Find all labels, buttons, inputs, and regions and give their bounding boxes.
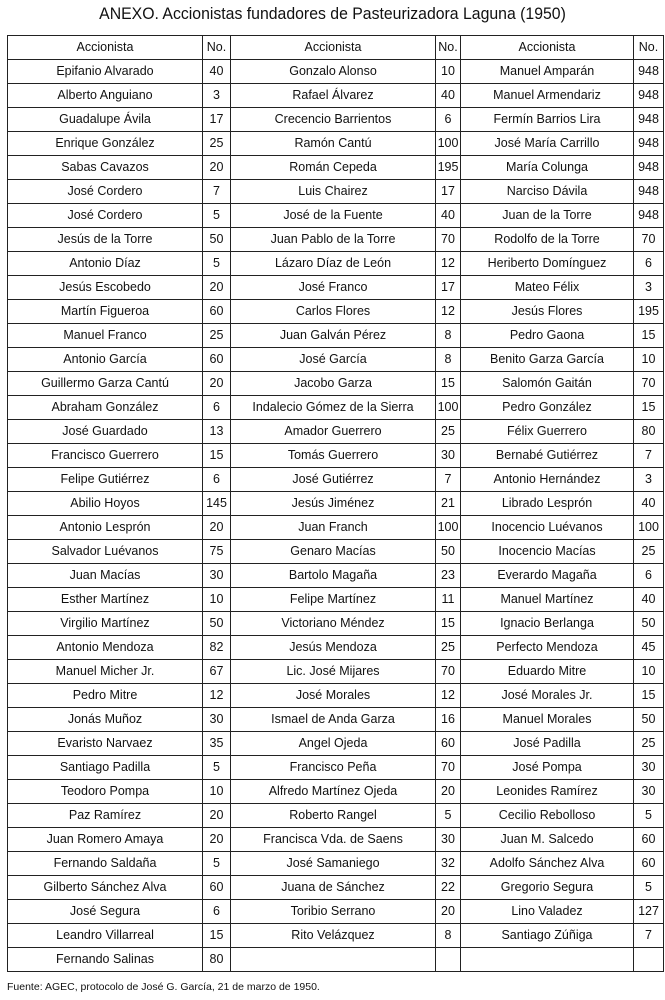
shareholder-name: José Morales Jr. <box>461 684 634 708</box>
shareholder-name: José María Carrillo <box>461 132 634 156</box>
share-count: 25 <box>436 420 461 444</box>
share-count: 75 <box>203 540 231 564</box>
shareholder-name: Leandro Villarreal <box>8 924 203 948</box>
share-count: 195 <box>634 300 664 324</box>
share-count: 30 <box>436 828 461 852</box>
share-count: 195 <box>436 156 461 180</box>
table-row <box>8 444 664 468</box>
share-count: 5 <box>436 804 461 828</box>
shareholder-name: Virgilio Martínez <box>8 612 203 636</box>
shareholder-name: Juan Pablo de la Torre <box>231 228 436 252</box>
shareholder-name: Felipe Martínez <box>231 588 436 612</box>
shareholder-name: Perfecto Mendoza <box>461 636 634 660</box>
share-count: 20 <box>203 156 231 180</box>
table-row <box>8 324 664 348</box>
share-count: 25 <box>203 132 231 156</box>
share-count: 70 <box>634 228 664 252</box>
share-count: 10 <box>634 660 664 684</box>
share-count: 25 <box>634 540 664 564</box>
shareholder-name: Gilberto Sánchez Alva <box>8 876 203 900</box>
shareholder-name: Santiago Padilla <box>8 756 203 780</box>
shareholder-name: Cecilio Rebolloso <box>461 804 634 828</box>
share-count: 67 <box>203 660 231 684</box>
shareholder-name: Jesús Jiménez <box>231 492 436 516</box>
table-row <box>8 396 664 420</box>
share-count: 22 <box>436 876 461 900</box>
share-count: 50 <box>203 228 231 252</box>
table-row <box>8 540 664 564</box>
shareholder-name: Tomás Guerrero <box>231 444 436 468</box>
page-title: ANEXO. Accionistas fundadores de Pasteurizadora Laguna (1950) <box>99 4 566 23</box>
share-count: 35 <box>203 732 231 756</box>
shareholder-name: Indalecio Gómez de la Sierra <box>231 396 436 420</box>
share-count: 5 <box>203 756 231 780</box>
share-count: 45 <box>634 636 664 660</box>
shareholder-name <box>461 948 634 972</box>
share-count: 8 <box>436 924 461 948</box>
share-count: 7 <box>634 924 664 948</box>
table-row <box>8 60 664 84</box>
shareholder-name: Antonio Mendoza <box>8 636 203 660</box>
share-count: 80 <box>203 948 231 972</box>
share-count: 40 <box>203 60 231 84</box>
shareholder-name: Pedro González <box>461 396 634 420</box>
shareholder-name: Roberto Rangel <box>231 804 436 828</box>
share-count: 80 <box>634 420 664 444</box>
shareholder-name: Juan Macías <box>8 564 203 588</box>
shareholder-name: Jesús Escobedo <box>8 276 203 300</box>
table-row <box>8 924 664 948</box>
table-row <box>8 612 664 636</box>
share-count: 25 <box>634 732 664 756</box>
table-row <box>8 252 664 276</box>
table-row <box>8 300 664 324</box>
shareholder-name: José García <box>231 348 436 372</box>
share-count: 3 <box>634 276 664 300</box>
shareholder-name: Inocencio Macías <box>461 540 634 564</box>
shareholder-name: Mateo Félix <box>461 276 634 300</box>
share-count: 100 <box>436 396 461 420</box>
share-count: 20 <box>203 828 231 852</box>
shareholder-name: Santiago Zúñiga <box>461 924 634 948</box>
shareholder-name: Amador Guerrero <box>231 420 436 444</box>
shareholder-name: Salvador Luévanos <box>8 540 203 564</box>
shareholder-name: Jesús Mendoza <box>231 636 436 660</box>
share-count: 20 <box>203 516 231 540</box>
table-row <box>8 228 664 252</box>
table-row <box>8 660 664 684</box>
share-count: 40 <box>634 588 664 612</box>
share-count: 20 <box>203 276 231 300</box>
shareholder-name: Juan Franch <box>231 516 436 540</box>
table-row <box>8 204 664 228</box>
share-count: 100 <box>436 132 461 156</box>
shareholder-name: María Colunga <box>461 156 634 180</box>
shareholder-name: Bartolo Magaña <box>231 564 436 588</box>
shareholder-name: Genaro Macías <box>231 540 436 564</box>
shareholder-name: Manuel Armendariz <box>461 84 634 108</box>
shareholder-name: Guillermo Garza Cantú <box>8 372 203 396</box>
share-count: 10 <box>634 348 664 372</box>
shareholder-name: Angel Ojeda <box>231 732 436 756</box>
share-count: 5 <box>634 804 664 828</box>
table-row <box>8 108 664 132</box>
table-row <box>8 636 664 660</box>
share-count: 7 <box>634 444 664 468</box>
share-count: 5 <box>634 876 664 900</box>
table-body <box>8 60 664 972</box>
share-count: 60 <box>203 300 231 324</box>
share-count: 70 <box>436 660 461 684</box>
share-count: 21 <box>436 492 461 516</box>
shareholder-name: Juan Romero Amaya <box>8 828 203 852</box>
shareholder-name: Juana de Sánchez <box>231 876 436 900</box>
shareholder-name: Félix Guerrero <box>461 420 634 444</box>
share-count: 23 <box>436 564 461 588</box>
share-count: 15 <box>203 924 231 948</box>
share-count: 20 <box>436 900 461 924</box>
header-no-3: No. <box>634 36 664 60</box>
share-count: 60 <box>634 828 664 852</box>
table-row <box>8 564 664 588</box>
shareholder-name: José Pompa <box>461 756 634 780</box>
share-count: 7 <box>203 180 231 204</box>
shareholder-name: Abraham González <box>8 396 203 420</box>
shareholder-name: Gonzalo Alonso <box>231 60 436 84</box>
shareholder-name: Esther Martínez <box>8 588 203 612</box>
share-count: 25 <box>203 324 231 348</box>
shareholder-name: José Gutiérrez <box>231 468 436 492</box>
shareholder-name: Rito Velázquez <box>231 924 436 948</box>
share-count: 20 <box>436 780 461 804</box>
source-note: Fuente: AGEC, protocolo de José G. García, 21 de marzo de 1950. <box>7 981 320 993</box>
shareholder-name: Adolfo Sánchez Alva <box>461 852 634 876</box>
table-row <box>8 828 664 852</box>
shareholder-name: Lázaro Díaz de León <box>231 252 436 276</box>
shareholder-name: Sabas Cavazos <box>8 156 203 180</box>
shareholder-name: Inocencio Luévanos <box>461 516 634 540</box>
share-count: 50 <box>436 540 461 564</box>
shareholder-name: Manuel Franco <box>8 324 203 348</box>
share-count: 948 <box>634 60 664 84</box>
shareholder-name: José Samaniego <box>231 852 436 876</box>
share-count: 6 <box>436 108 461 132</box>
shareholder-name: Pedro Mitre <box>8 684 203 708</box>
share-count: 40 <box>436 84 461 108</box>
table-row <box>8 372 664 396</box>
shareholder-name: Antonio Lesprón <box>8 516 203 540</box>
share-count: 40 <box>634 492 664 516</box>
shareholder-name: Teodoro Pompa <box>8 780 203 804</box>
share-count: 8 <box>436 348 461 372</box>
shareholder-name: Rafael Álvarez <box>231 84 436 108</box>
table-row <box>8 756 664 780</box>
share-count: 32 <box>436 852 461 876</box>
share-count: 17 <box>436 180 461 204</box>
shareholder-name: Crecencio Barrientos <box>231 108 436 132</box>
shareholder-name: José de la Fuente <box>231 204 436 228</box>
share-count: 30 <box>203 708 231 732</box>
share-count: 6 <box>634 252 664 276</box>
shareholder-name: Alberto Anguiano <box>8 84 203 108</box>
share-count: 30 <box>634 780 664 804</box>
share-count: 30 <box>634 756 664 780</box>
shareholder-name: Felipe Gutiérrez <box>8 468 203 492</box>
share-count: 20 <box>203 372 231 396</box>
share-count: 17 <box>203 108 231 132</box>
shareholder-name: Jacobo Garza <box>231 372 436 396</box>
share-count: 70 <box>436 228 461 252</box>
table-row <box>8 156 664 180</box>
shareholder-name: Francisco Guerrero <box>8 444 203 468</box>
shareholder-name: Salomón Gaitán <box>461 372 634 396</box>
shareholder-name: Narciso Dávila <box>461 180 634 204</box>
shareholder-name: Román Cepeda <box>231 156 436 180</box>
share-count: 17 <box>436 276 461 300</box>
share-count: 948 <box>634 180 664 204</box>
header-no-1: No. <box>203 36 231 60</box>
share-count: 82 <box>203 636 231 660</box>
table-row <box>8 876 664 900</box>
shareholder-name: José Segura <box>8 900 203 924</box>
share-count: 948 <box>634 132 664 156</box>
shareholder-name: Leonides Ramírez <box>461 780 634 804</box>
table-row <box>8 852 664 876</box>
share-count: 948 <box>634 84 664 108</box>
shareholder-name: Martín Figueroa <box>8 300 203 324</box>
table-row <box>8 780 664 804</box>
shareholder-name: Jonás Muñoz <box>8 708 203 732</box>
table-row <box>8 708 664 732</box>
share-count: 11 <box>436 588 461 612</box>
shareholder-name: Gregorio Segura <box>461 876 634 900</box>
share-count: 10 <box>436 60 461 84</box>
shareholder-name: Heriberto Domínguez <box>461 252 634 276</box>
shareholder-name: Benito Garza García <box>461 348 634 372</box>
shareholder-name: Guadalupe Ávila <box>8 108 203 132</box>
table-row <box>8 516 664 540</box>
shareholder-name: Manuel Morales <box>461 708 634 732</box>
share-count: 13 <box>203 420 231 444</box>
shareholder-name: Abilio Hoyos <box>8 492 203 516</box>
shareholder-name: Francisca Vda. de Saens <box>231 828 436 852</box>
share-count: 12 <box>203 684 231 708</box>
share-count: 20 <box>203 804 231 828</box>
share-count: 948 <box>634 108 664 132</box>
share-count: 3 <box>203 84 231 108</box>
shareholder-name: Victoriano Méndez <box>231 612 436 636</box>
shareholder-name: Bernabé Gutiérrez <box>461 444 634 468</box>
share-count: 15 <box>634 324 664 348</box>
shareholder-name: Jesús Flores <box>461 300 634 324</box>
shareholder-name: Lic. José Mijares <box>231 660 436 684</box>
shareholder-name: Antonio Hernández <box>461 468 634 492</box>
shareholder-name: Paz Ramírez <box>8 804 203 828</box>
share-count: 60 <box>436 732 461 756</box>
shareholder-name: Antonio García <box>8 348 203 372</box>
shareholder-name: José Franco <box>231 276 436 300</box>
shareholders-table <box>7 35 664 972</box>
shareholder-name: Epifanio Alvarado <box>8 60 203 84</box>
share-count: 15 <box>436 372 461 396</box>
share-count: 70 <box>436 756 461 780</box>
shareholder-name: Ramón Cantú <box>231 132 436 156</box>
share-count: 60 <box>203 876 231 900</box>
header-no-2: No. <box>436 36 461 60</box>
share-count: 60 <box>634 852 664 876</box>
shareholder-name: Alfredo Martínez Ojeda <box>231 780 436 804</box>
shareholder-name: Luis Chairez <box>231 180 436 204</box>
table-row <box>8 84 664 108</box>
table-row <box>8 468 664 492</box>
share-count: 30 <box>436 444 461 468</box>
shareholder-name <box>231 948 436 972</box>
table-row <box>8 348 664 372</box>
share-count: 127 <box>634 900 664 924</box>
table-row <box>8 732 664 756</box>
share-count: 948 <box>634 156 664 180</box>
share-count: 12 <box>436 684 461 708</box>
share-count: 60 <box>203 348 231 372</box>
table-row <box>8 900 664 924</box>
share-count <box>634 948 664 972</box>
shareholder-name: Carlos Flores <box>231 300 436 324</box>
share-count: 8 <box>436 324 461 348</box>
share-count <box>436 948 461 972</box>
shareholder-name: Fermín Barrios Lira <box>461 108 634 132</box>
table-header-row <box>8 36 664 60</box>
table-row <box>8 948 664 972</box>
shareholder-name: Juan Galván Pérez <box>231 324 436 348</box>
table-row <box>8 804 664 828</box>
shareholder-name: Francisco Peña <box>231 756 436 780</box>
shareholder-name: Pedro Gaona <box>461 324 634 348</box>
shareholder-name: Manuel Micher Jr. <box>8 660 203 684</box>
shareholder-name: José Morales <box>231 684 436 708</box>
shareholder-name: Librado Lesprón <box>461 492 634 516</box>
share-count: 6 <box>203 396 231 420</box>
table-row <box>8 492 664 516</box>
share-count: 50 <box>634 708 664 732</box>
share-count: 948 <box>634 204 664 228</box>
header-accionista-3: Accionista <box>461 36 634 60</box>
share-count: 10 <box>203 588 231 612</box>
table-row <box>8 276 664 300</box>
share-count: 16 <box>436 708 461 732</box>
share-count: 5 <box>203 204 231 228</box>
shareholder-name: Manuel Amparán <box>461 60 634 84</box>
share-count: 6 <box>203 468 231 492</box>
share-count: 100 <box>634 516 664 540</box>
share-count: 15 <box>203 444 231 468</box>
share-count: 12 <box>436 252 461 276</box>
shareholder-name: José Cordero <box>8 180 203 204</box>
share-count: 15 <box>634 396 664 420</box>
share-count: 7 <box>436 468 461 492</box>
shareholder-name: Juan M. Salcedo <box>461 828 634 852</box>
share-count: 15 <box>436 612 461 636</box>
shareholder-name: Fernando Salinas <box>8 948 203 972</box>
shareholder-name: Rodolfo de la Torre <box>461 228 634 252</box>
table-row <box>8 588 664 612</box>
share-count: 12 <box>436 300 461 324</box>
shareholder-name: José Guardado <box>8 420 203 444</box>
shareholder-name: Everardo Magaña <box>461 564 634 588</box>
shareholder-name: Toribio Serrano <box>231 900 436 924</box>
share-count: 40 <box>436 204 461 228</box>
shareholder-name: Enrique González <box>8 132 203 156</box>
header-accionista-2: Accionista <box>231 36 436 60</box>
shareholder-name: José Padilla <box>461 732 634 756</box>
shareholder-name: Manuel Martínez <box>461 588 634 612</box>
shareholder-name: Evaristo Narvaez <box>8 732 203 756</box>
shareholder-name: José Cordero <box>8 204 203 228</box>
share-count: 30 <box>203 564 231 588</box>
share-count: 5 <box>203 252 231 276</box>
shareholder-name: Fernando Saldaña <box>8 852 203 876</box>
shareholder-name: Jesús de la Torre <box>8 228 203 252</box>
share-count: 10 <box>203 780 231 804</box>
share-count: 145 <box>203 492 231 516</box>
table-row <box>8 132 664 156</box>
share-count: 50 <box>203 612 231 636</box>
header-accionista-1: Accionista <box>8 36 203 60</box>
shareholder-name: Antonio Díaz <box>8 252 203 276</box>
shareholder-name: Lino Valadez <box>461 900 634 924</box>
shareholder-name: Eduardo Mitre <box>461 660 634 684</box>
share-count: 5 <box>203 852 231 876</box>
shareholder-name: Juan de la Torre <box>461 204 634 228</box>
share-count: 3 <box>634 468 664 492</box>
share-count: 6 <box>634 564 664 588</box>
share-count: 25 <box>436 636 461 660</box>
table-row <box>8 684 664 708</box>
share-count: 100 <box>436 516 461 540</box>
table-row <box>8 180 664 204</box>
share-count: 6 <box>203 900 231 924</box>
shareholder-name: Ismael de Anda Garza <box>231 708 436 732</box>
share-count: 70 <box>634 372 664 396</box>
share-count: 50 <box>634 612 664 636</box>
share-count: 15 <box>634 684 664 708</box>
table-row <box>8 420 664 444</box>
shareholder-name: Ignacio Berlanga <box>461 612 634 636</box>
